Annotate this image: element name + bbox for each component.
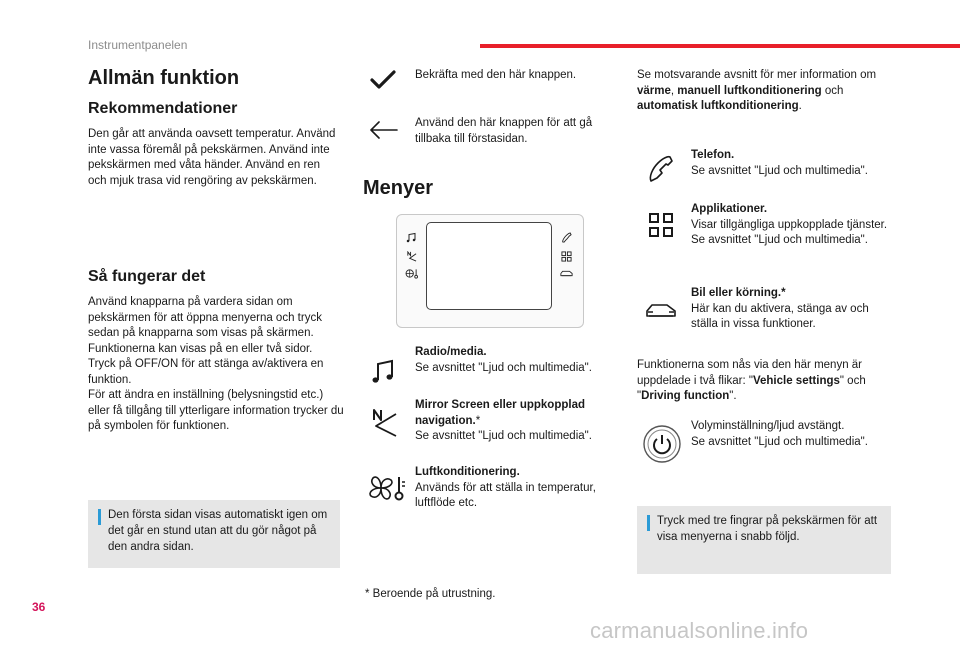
note-marker <box>98 509 101 525</box>
section-header: Instrumentpanelen <box>88 38 188 52</box>
vehicle-car-icon <box>645 302 677 320</box>
phone-icon <box>561 232 572 243</box>
menu-item-telephone: Telefon. Se avsnittet "Ljud och multimedia". <box>691 149 868 177</box>
touchscreen-display <box>426 222 552 310</box>
telephone-icon <box>648 155 674 183</box>
applications-grid-icon <box>649 213 673 237</box>
watermark: carmanualsonline.info <box>590 618 809 643</box>
radio-media-icon <box>369 358 397 386</box>
volume-mute-text: Volyminställning/ljud avstängt. Se avsnittet "Ljud och multimedia". <box>691 420 868 448</box>
menu-item-radio-media: Radio/media. Se avsnittet "Ljud och multimedia". <box>415 346 592 374</box>
menu-item-air-conditioning: Luftkonditionering. Används för att ställa in temperatur, luftflöde etc. <box>415 466 596 509</box>
page-title: Allmän funktion <box>88 67 240 89</box>
heating-reference-text: Se motsvarande avsnitt för mer information om värme, manuell luftkonditionering och automatisk luftkonditionering. <box>637 69 877 112</box>
how-it-works-text: Använd knapparna på vardera sidan om pekskärmen för att öppna menyerna och tryck sedan på knapparna som visas på skärmen. Funktionerna kan visas på en eller två sidor. Tryck på OFF/ON för att stänga av/aktivera en funktion. För att ändra en inställning (belysningstid etc.) eller få tillgång till ytterligare information trycker du på symbolen för funktionen. <box>88 296 344 432</box>
back-button-text: Använd den här knappen för att gå tillbaka till förstasidan. <box>415 117 593 145</box>
menus-heading: Menyer <box>363 177 434 199</box>
power-button-icon <box>642 424 682 464</box>
music-note-icon <box>405 232 417 244</box>
recommendations-heading: Rekommendationer <box>88 100 238 117</box>
mirror-screen-nav-icon <box>370 408 398 438</box>
car-icon <box>560 269 573 278</box>
confirm-button-text: Bekräfta med den här knappen. <box>415 69 577 81</box>
tabs-description: Funktionerna som nås via den här menyn är uppdelade i två flikar: "Vehicle settings" och "Driving function". <box>637 359 866 402</box>
menu-item-mirror-screen: Mirror Screen eller uppkopplad navigation.* Se avsnittet "Ljud och multimedia". <box>415 399 592 442</box>
info-note-right: Tryck med tre fingrar på pekskärmen för att visa menyerna i snabb följd. <box>637 506 891 574</box>
header-accent-bar <box>480 44 960 48</box>
back-arrow-icon <box>369 118 399 142</box>
menu-item-applications: Applikationer. Visar tillgängliga uppkopplade tjänster. Se avsnittet "Ljud och multimedia". <box>691 203 888 246</box>
mirror-screen-icon <box>406 251 417 262</box>
apps-grid-icon <box>561 251 572 262</box>
fan-temperature-icon <box>405 268 419 279</box>
info-note-left: Den första sidan visas automatiskt igen om det går en stund utan att du gör något på den andra sidan. <box>88 500 340 568</box>
menu-item-vehicle: Bil eller körning.* Här kan du aktivera, stänga av och ställa in vissa funktioner. <box>691 287 869 330</box>
checkmark-icon <box>370 70 396 90</box>
how-it-works-heading: Så fungerar det <box>88 268 206 285</box>
page-number: 36 <box>32 600 46 614</box>
note-marker <box>647 515 650 531</box>
footnote: * Beroende på utrustning. <box>365 588 496 600</box>
air-conditioning-icon <box>367 474 407 502</box>
recommendations-text: Den går att använda oavsett temperatur. Använd inte vassa föremål på pekskärmen. Använd inte pekskärmen med våta händer. Använd en ren och mjuk trasa vid rengöring av pekskärmen. <box>88 128 336 187</box>
